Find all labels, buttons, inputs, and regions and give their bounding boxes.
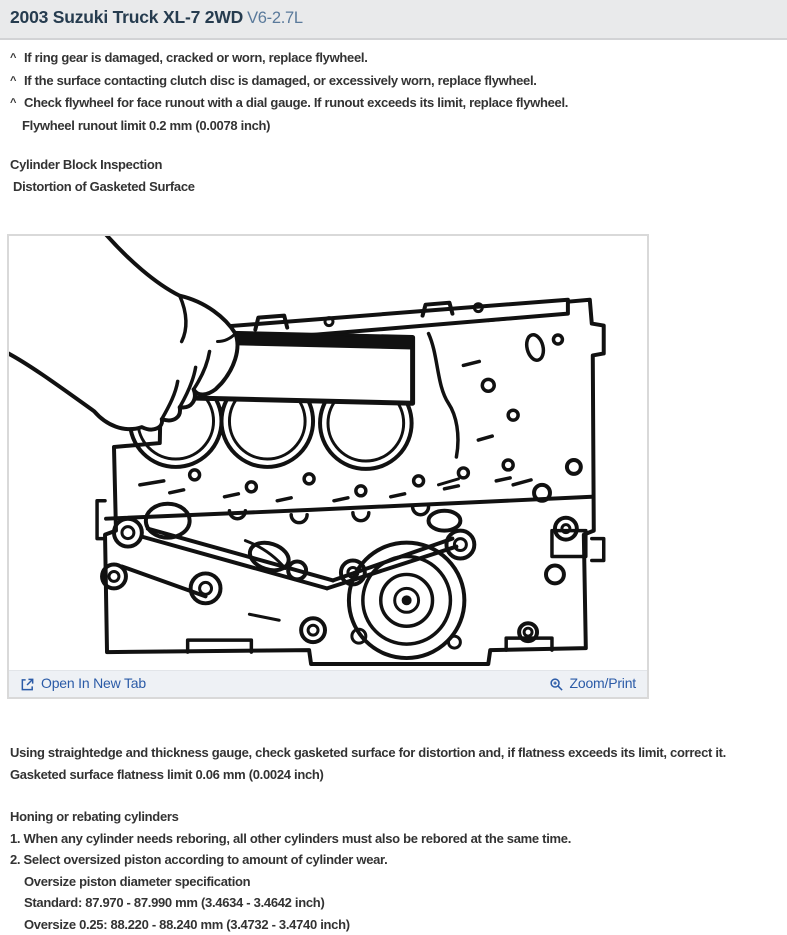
note-text: Check flywheel for face runout with a dial gauge. If runout exceeds its limit, replace flywheel. bbox=[24, 92, 568, 115]
spec-standard: Standard: 87.970 - 87.990 mm (3.4634 - 3.4642 inch) bbox=[10, 892, 777, 914]
lower-block-details bbox=[97, 460, 604, 652]
vehicle-title: 2003 Suzuki Truck XL-7 2WD bbox=[10, 7, 243, 27]
oversize-spec-heading: Oversize piston diameter specification bbox=[10, 871, 777, 893]
honing-step: 2. Select oversized piston according to amount of cylinder wear. bbox=[10, 849, 777, 871]
deck-right-details bbox=[429, 333, 563, 457]
flywheel-runout-limit: Flywheel runout limit 0.2 mm (0.0078 inch) bbox=[10, 115, 777, 137]
note-item bbox=[10, 47, 777, 70]
main-content bbox=[0, 40, 787, 935]
note-item bbox=[10, 70, 777, 93]
note-marker: ^ bbox=[10, 47, 24, 70]
gasket-band-details bbox=[106, 460, 592, 523]
note-marker: ^ bbox=[10, 70, 24, 93]
open-in-new-tab-icon bbox=[20, 677, 35, 692]
note-item bbox=[10, 92, 777, 115]
figure-toolbar bbox=[9, 670, 647, 697]
zoom-print-label: Zoom/Print bbox=[570, 673, 636, 695]
honing-step: 1. When any cylinder needs reboring, all other cylinders must also be rebored at the same time. bbox=[10, 828, 777, 850]
spec-oversize: Oversize 0.25: 88.220 - 88.240 mm (3.4732 - 3.4740 inch) bbox=[10, 914, 777, 935]
engine-spec: V6-2.7L bbox=[247, 9, 303, 27]
section-subheading: Distortion of Gasketed Surface bbox=[10, 176, 777, 198]
note-text: If the surface contacting clutch disc is damaged, or excessively worn, replace flywheel. bbox=[24, 70, 537, 93]
open-in-new-tab-label: Open In New Tab bbox=[41, 673, 146, 695]
section-heading: Cylinder Block Inspection bbox=[10, 154, 777, 176]
crank-flange bbox=[349, 543, 464, 658]
note-text: If ring gear is damaged, cracked or worn, replace flywheel. bbox=[24, 47, 368, 70]
figure-box bbox=[7, 234, 649, 699]
zoom-plus-icon bbox=[549, 677, 564, 692]
page-header bbox=[0, 0, 787, 40]
honing-heading: Honing or rebating cylinders bbox=[10, 806, 777, 828]
note-marker: ^ bbox=[10, 92, 24, 115]
zoom-print-link[interactable] bbox=[549, 673, 636, 695]
open-in-new-tab-link[interactable] bbox=[20, 673, 146, 695]
engine-block-illustration bbox=[9, 236, 647, 670]
flatness-limit: Gasketed surface flatness limit 0.06 mm (0.0024 inch) bbox=[10, 764, 777, 786]
distortion-instruction: Using straightedge and thickness gauge, check gasketed surface for distortion and, if flatness exceeds its limit, correct it. bbox=[10, 742, 777, 764]
